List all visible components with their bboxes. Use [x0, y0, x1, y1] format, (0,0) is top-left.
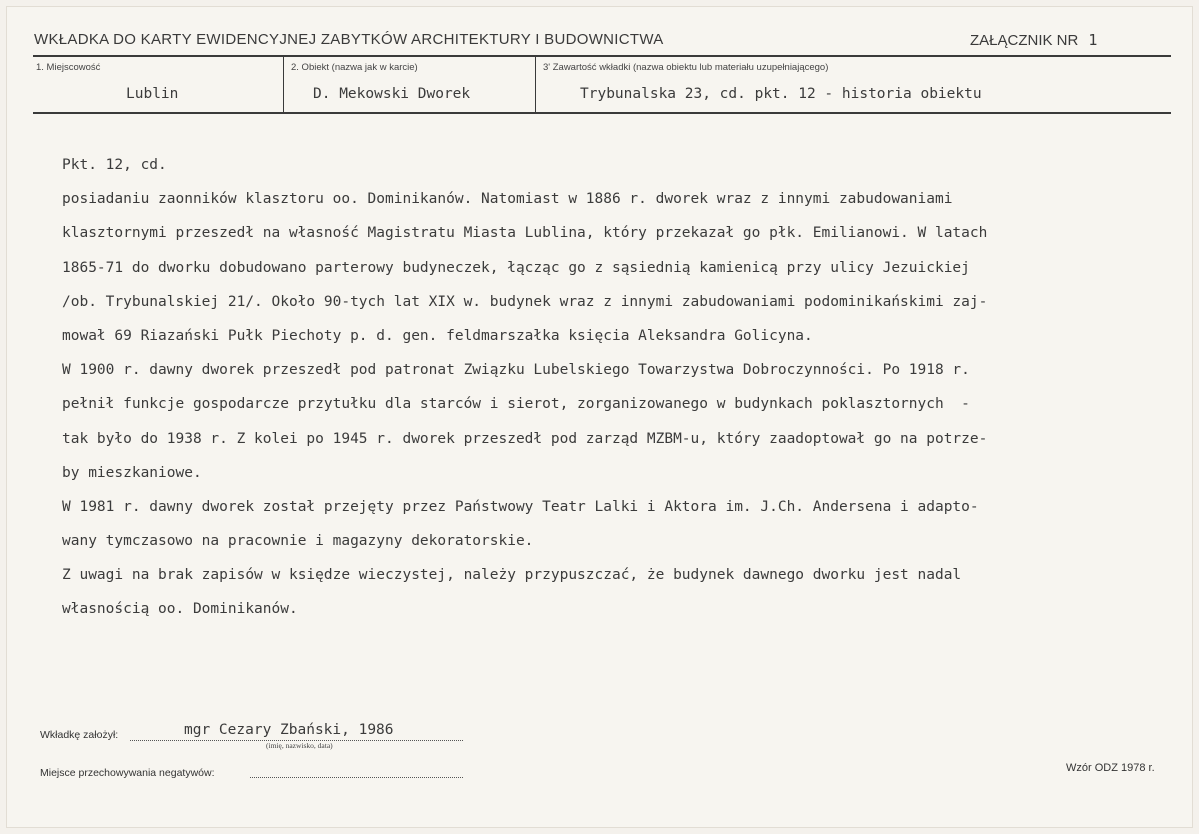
body-line: klasztornymi przeszedł na własność Magistratu Miasta Lublina, który przekazał go płk. Emilianowi. W latach [62, 225, 988, 242]
negatives-dotted-line [250, 777, 463, 778]
body-line: Pkt. 12, cd. [62, 157, 167, 173]
body-line: W 1900 r. dawny dworek przeszedł pod patronat Związku Lubelskiego Towarzystwa Dobroczynności. Po 1918 r. [62, 362, 970, 379]
body-line: /ob. Trybunalskiej 21/. Około 90-tych lat XIX w. budynek wraz z innymi zabudowaniami podominikańskimi zaj- [62, 293, 988, 310]
body-line: by mieszkaniowe. [62, 464, 202, 481]
locality-label: 1. Miejscowość [36, 62, 101, 73]
form-title: WKŁADKA DO KARTY EWIDENCYJNEJ ZABYTKÓW ARCHITEKTURY I BUDOWNICTWA [34, 31, 664, 48]
object-label: 2. Obiekt (nazwa jak w karcie) [291, 62, 418, 73]
header-rule-bottom [33, 112, 1171, 114]
content-value: Trybunalska 23, cd. pkt. 12 - historia obiektu [580, 86, 982, 102]
annex-number: 1 [1088, 31, 1098, 49]
body-line: Z uwagi na brak zapisów w księdze wieczystej, należy przypuszczać, że budynek dawnego dworku jest nadal [62, 567, 962, 584]
locality-value: Lublin [126, 86, 179, 102]
negatives-label: Miejsce przechowywania negatywów: [40, 767, 215, 779]
body-line: posiadaniu zaonników klasztoru oo. Dominikanów. Natomiast w 1886 r. dworek wraz z innymi zabudowaniami [62, 191, 953, 208]
content-label: 3' Zawartość wkładki (nazwa obiektu lub materiału uzupełniającego) [543, 62, 829, 73]
annex-label [970, 31, 1097, 49]
body-line: wany tymczasowo na pracownie i magazyny dekoratorskie. [62, 533, 534, 550]
author-label: Wkładkę założył: [40, 729, 119, 741]
body-line: własnością oo. Dominikanów. [62, 601, 298, 618]
body-line: 1865-71 do dworku dobudowano parterowy budyneczek, łącząc go z sąsiednią kamienicą przy ulicy Jezuickiej [62, 259, 970, 276]
body-line: tak było do 1938 r. Z kolei po 1945 r. dworek przeszedł pod zarząd MZBM-u, który zaadoptował go na potrze- [62, 430, 988, 447]
header-rule-top [33, 55, 1171, 57]
annex-label-text: ZAŁĄCZNIK NR [970, 32, 1079, 49]
author-value: mgr Cezary Zbański, 1986 [184, 722, 394, 738]
author-caption: (imię, nazwisko, data) [266, 741, 333, 750]
body-line: W 1981 r. dawny dworek został przejęty przez Państwowy Teatr Lalki i Aktora im. J.Ch. Andersena i adapto- [62, 498, 979, 515]
form-code: Wzór ODZ 1978 r. [1066, 762, 1155, 774]
body-line: pełnił funkcje gospodarcze przytułku dla starców i sierot, zorganizowanego w budynkach poklasztornych - [62, 396, 970, 413]
field-divider-2 [535, 56, 536, 112]
object-value: D. Mekowski Dworek [313, 86, 471, 102]
body-line: mował 69 Riazański Pułk Piechoty p. d. gen. feldmarszałka księcia Aleksandra Golicyna. [62, 327, 813, 344]
field-divider-1 [283, 56, 284, 112]
typed-history-text [62, 148, 1152, 627]
